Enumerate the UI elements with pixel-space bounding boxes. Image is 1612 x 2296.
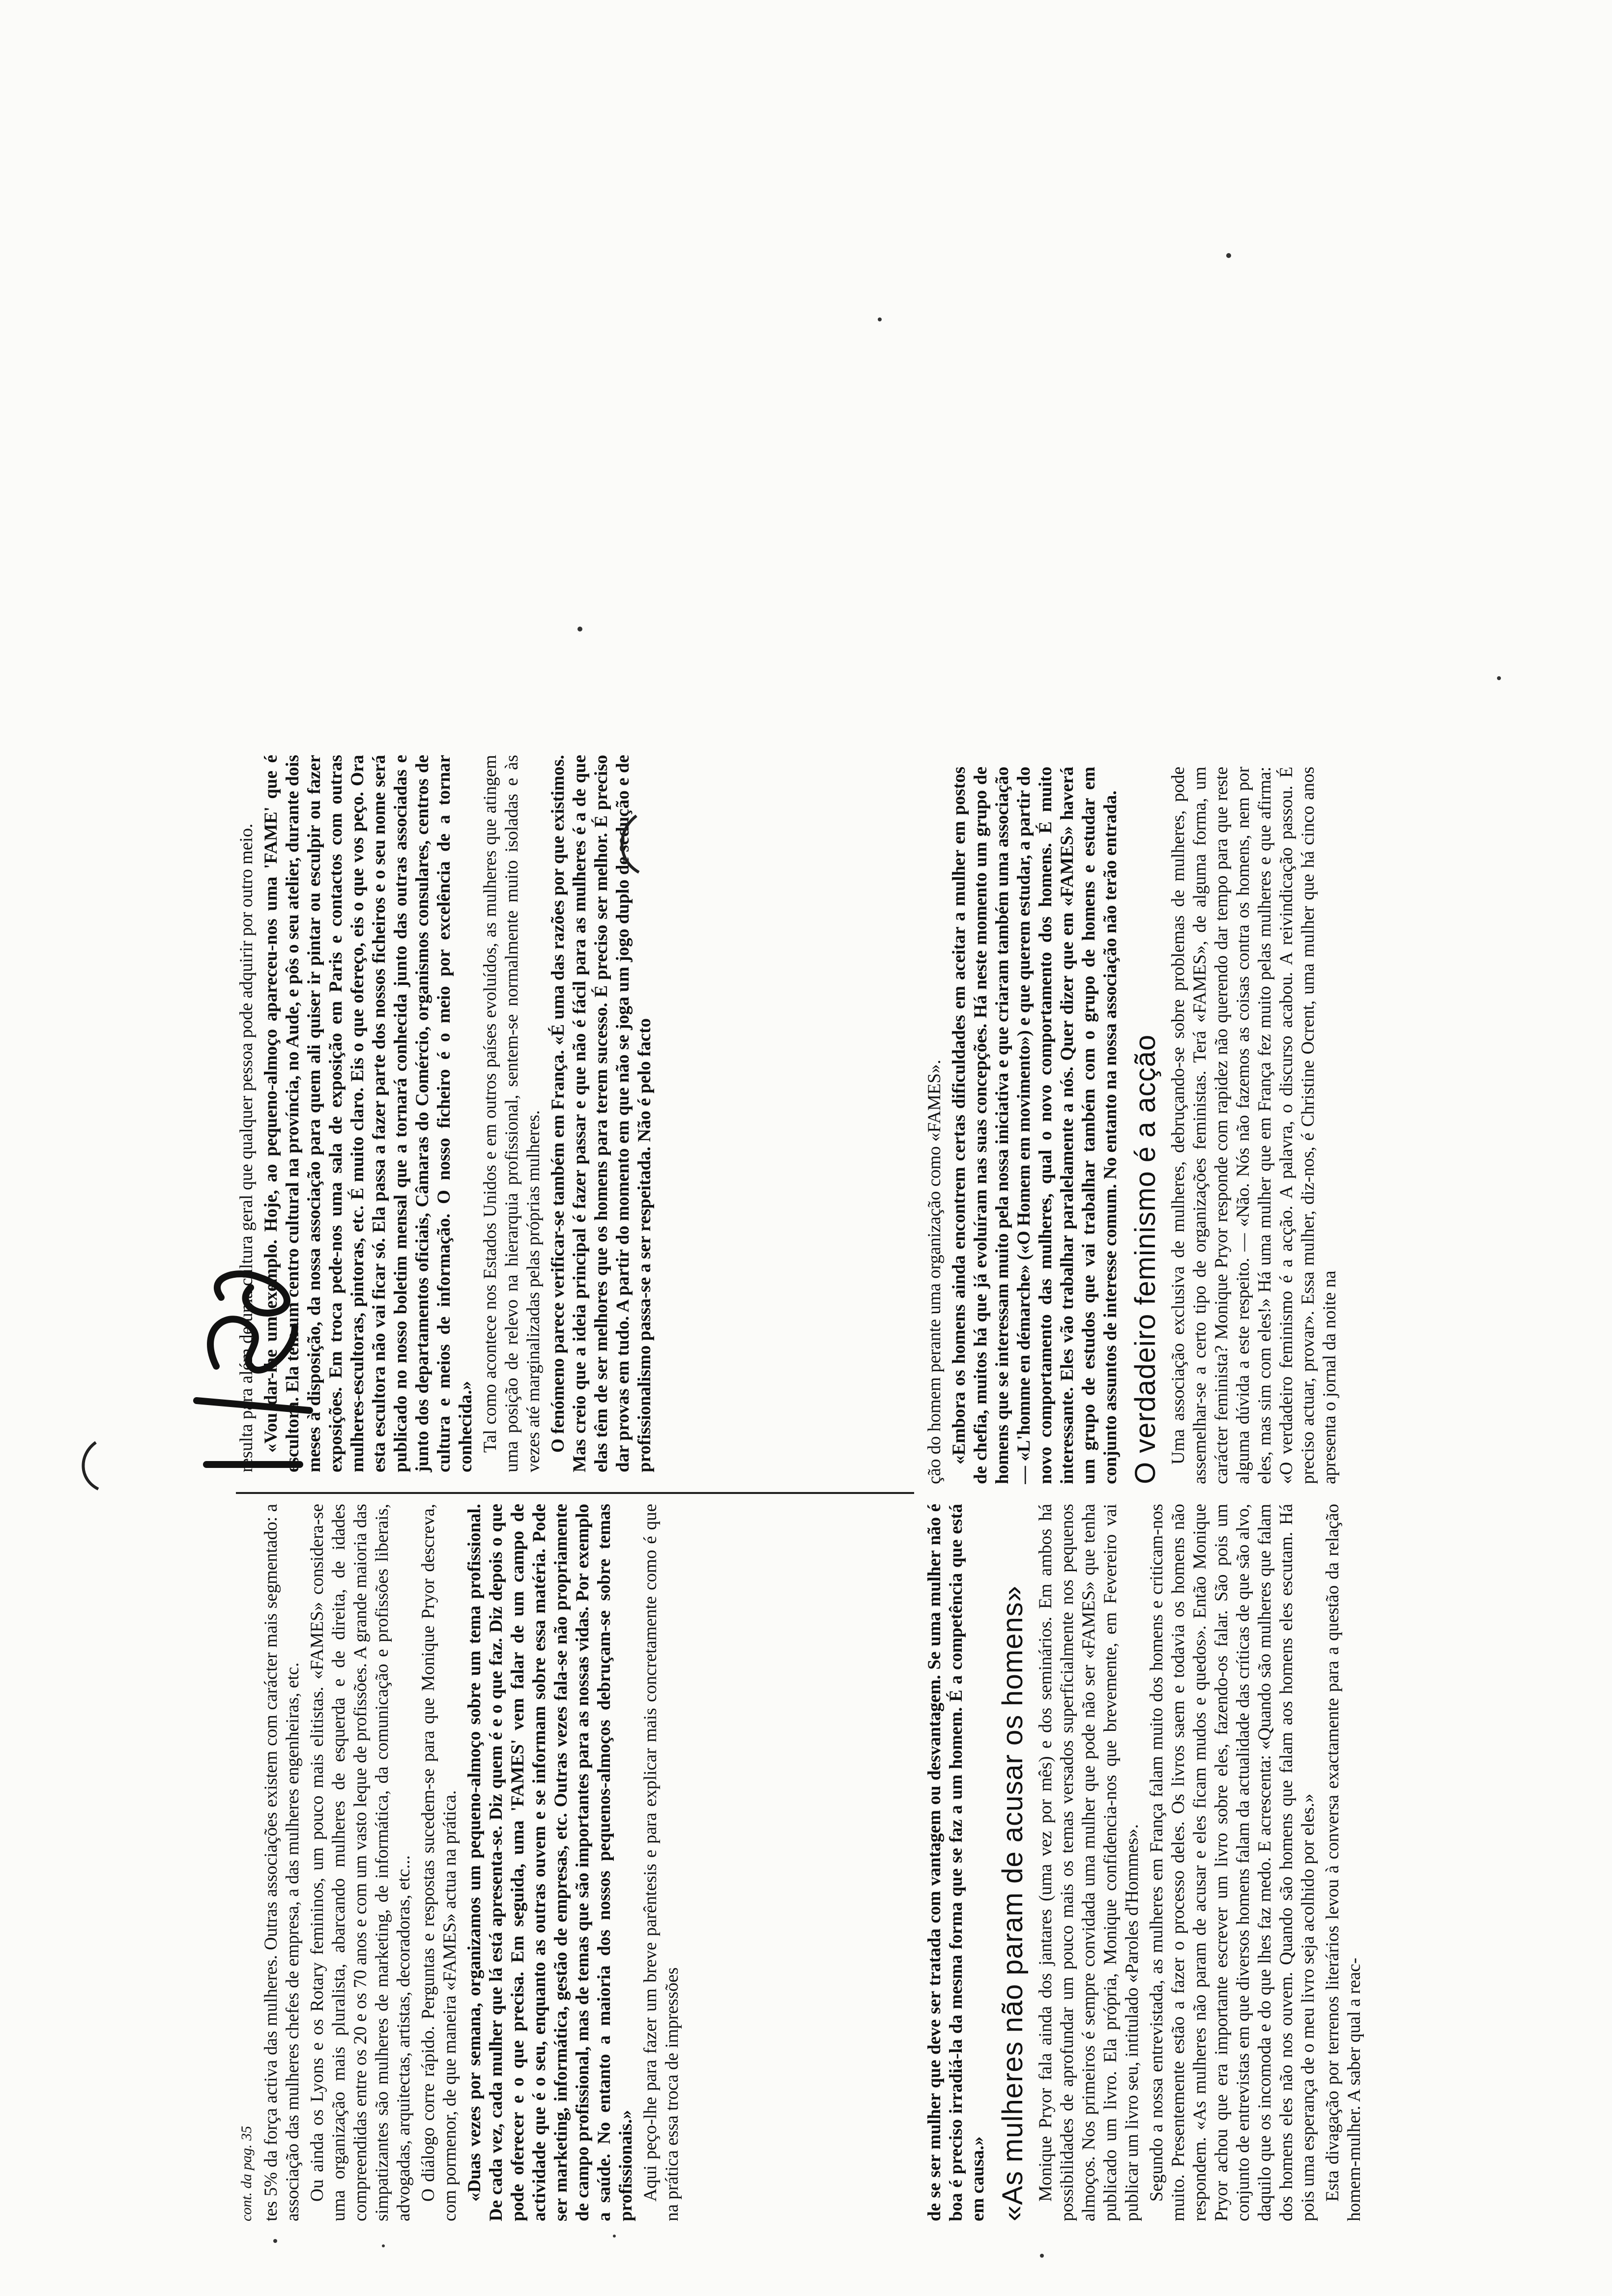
column-4: [924, 767, 1612, 1484]
column-3: [924, 1504, 1612, 2221]
paragraph: tes 5% da força activa das mulheres. Outras associações existem com carácter mais segmentado: a associação das mulheres chefes de empresa, a das mulheres engenheiras, etc.: [261, 1504, 303, 2221]
paragraph: Aqui peço-lhe para fazer um breve parêntesis e para explicar mais concretamente como é que na prática essa troca de impressões: [640, 1504, 682, 2221]
quote-paragraph: «Vou dar-lhe um exemplo. Hoje, ao pequeno-almoço apareceu-nos uma 'FAME' que é escultora. Ela tem um centro cultural na província, no Aude, e pôs o seu atelier, durante dois meses à disposição, da nossa associação para quem ali quiser ir pintar ou esculpir ou fazer exposições. Em troca pede-nos uma sala de exposição em Paris e contactos com outras mulheres-escultoras, pintoras, etc. É muito claro. Eis o que ofereço, eis o que vos peço. Ora esta escultora não vai ficar só. Ela passa a fazer parte dos nossos ficheiros e o seu nome será publicado no nosso boletim mensal que a tornará conhecida junto das outras associadas e junto dos departamentos oficiais, Câmaras do Comércio, organismos consulares, centros de cultura e meios de informação. O nosso ficheiro é o meio por excelência de a tornar conhecida.»: [261, 755, 476, 1472]
subheading: «As mulheres não param de acusar os homens»: [997, 1585, 1029, 2221]
paragraph: Uma associação exclusiva de mulheres, debruçando-se sobre problemas de mulheres, pode assemelhar-se a certo tipo de organizações feministas. Terá «FAMES», de alguma forma, um carácter feminista? Monique Pryor responde com rapidez não querendo dar tempo para que reste alguma dúvida a este respeito. — «Não. Nós não fazemos as coisas contra os homens, nem por eles, mas sim com eles!» Há uma mulher que em França fez muito pelas mulheres e que afirma: «O verdadeiro feminismo é a acção. A palavra, o discurso acabou. A reivindicação passou. É preciso actuar, provar». Essa mulher, diz-nos, é Christine Ocrent, uma mulher que há cinco anos apresenta o jornal da noite na: [1168, 767, 1340, 1484]
paragraph: Esta divagação por terrenos literários levou à conversa exactamente para a questão da relação homem-mulher. A saber qual a reac-: [1323, 1504, 1364, 2221]
paragraph: Segundo a nossa entrevistada, as mulheres em França falam muito dos homens e criticam-nos muito. Presentemente estão a fazer o processo deles. Os livros saem e todavia os homens não respondem. «As mulheres não param de acusar e eles ficam mudos e quedos». Então Monique Pryor achou que era importante escrever um livro sobre eles, fazendo-os falar. São pois um conjunto de entrevistas em que diversos homens falam da actualidade das críticas de que são alvo, daquilo que os incomoda e do que lhes faz medo. E acrescenta: «Quando são mulheres que falam dos homens eles não nos ouvem. Quando são homens que falam aos homens eles escutam. Há pois uma esperança de o meu livro seja acolhido por eles.»: [1147, 1504, 1318, 2221]
quote-paragraph: de se ser mulher que deve ser tratada com vantagem ou desvantagem. Se uma mulher não é boa é preciso irradiá-la da mesma forma que se faz a um homem. É a competência que está em causa.»: [924, 1504, 988, 2221]
upper-band: [236, 29, 914, 2221]
column-1: [236, 1492, 914, 2221]
paragraph: resulta para além de uma cultura geral que qualquer pessoa pode adquirir por outro meio.: [236, 823, 257, 1472]
paragraph: Ou ainda os Lyons e os Rotary femininos, um pouco mais elitistas. «FAMES» considera-se uma organização mais pluralista, abarcando mulheres de esquerda e de direita, de idades compreendidas entre os 20 e os 70 anos e com um vasto leque de profissões. A grande maioria das simpatizantes são mulheres de marketing, de informática, da comunicação e profissões liberais, advogadas, arquitectas, artistas, decoradoras, etc...: [307, 1504, 414, 2221]
paragraph: Monique Pryor fala ainda dos jantares (uma vez por mês) e dos seminários. Em ambos há possibilidades de aprofundar um pouco mais os temas versados superficialmente nos pequenos almoços. Nos primeiros é sempre convidada uma mulher que pode não ser «FAMES» que tenha publicado um livro. Ela própria, Monique confidencia-nos que brevemente, em Fevereiro vai publicar um livro seu, intitulado «Paroles d'Hommes».: [1036, 1504, 1142, 2221]
paragraph: O diálogo corre rápido. Perguntas e respostas sucedem-se para que Monique Pryor descreva, com pormenor, de que maneira «FAMES» actua na prática.: [418, 1504, 460, 2221]
continuation-note: cont. da pag. 35: [238, 2125, 255, 2221]
lower-band: [924, 29, 1612, 2221]
column-2: [236, 745, 914, 1472]
quote-paragraph: «Embora os homens ainda encontrem certas dificuldades em aceitar a mulher em postos de chefia, muitos há que já evoluíram nas suas concepções. Há neste momento um grupo de homens que se interessam muito pela nossa iniciativa e que criaram também uma associação — «L'homme en démarche» («O Homem em movimento») e que querem estudar, a partir do novo comportamento das mulheres, qual o novo comportamento dos homens. É muito interessante. Eles vão trabalhar paralelamente a nós. Quer dizer que em «FAMES» haverá um grupo de estudos que vai trabalhar também com o grupo de homens e estudar em conjunto assuntos de interesse comum. No entanto na nossa associação não terão entrada.: [949, 767, 1121, 1484]
handwritten-page-number: [177, 1268, 324, 1474]
quote-paragraph: O fenómeno parece verificar-se também em França. «É uma das razões por que existimos. Mas creio que a ideia principal é fazer passar e que não é fácil para as mulheres é a de que elas têm de ser melhores que os homens para terem sucesso. É preciso ser melhor. É preciso dar provas em tudo. A partir do momento em que não se joga um jogo duplo de sedução e de profissionalismo passa-se a ser respeitada. Não é pelo facto: [548, 755, 655, 1472]
subheading: O verdadeiro feminismo é a acção: [1129, 1034, 1161, 1484]
paragraph: ção do homem perante uma organização como «FAMES».: [924, 1060, 945, 1484]
paragraph: Tal como acontece nos Estados Unidos e em outros países evoluídos, as mulheres que atingem uma posição de relevo na hierarquia profissional, sentem-se normalmente muito isoladas e às vezes até marginalizadas pelas próprias mulheres.: [480, 755, 544, 1472]
rotated-article: [236, 29, 1612, 2221]
quote-paragraph: «Duas vezes por semana, organizamos um pequeno-almoço sobre um tema profissional. De cada vez, cada mulher que lá está apresenta-se. Diz quem é e o que faz. Diz depois o que pode oferecer e o que precisa. Em seguida, uma 'FAMES' vem falar de um campo de actividade que é o seu, enquanto as outras ouvem e se informam sobre essa matéria. Pode ser marketing, informática, gestão de empresas, etc. Outras vezes fala-se não propriamente de campo profissional, mas de temas que são importantes para as nossas vidas. Por exemplo a saúde. No entanto a maioria dos nossos pequenos-almoços debruçam-se sobre temas profissionais.»: [464, 1504, 636, 2221]
